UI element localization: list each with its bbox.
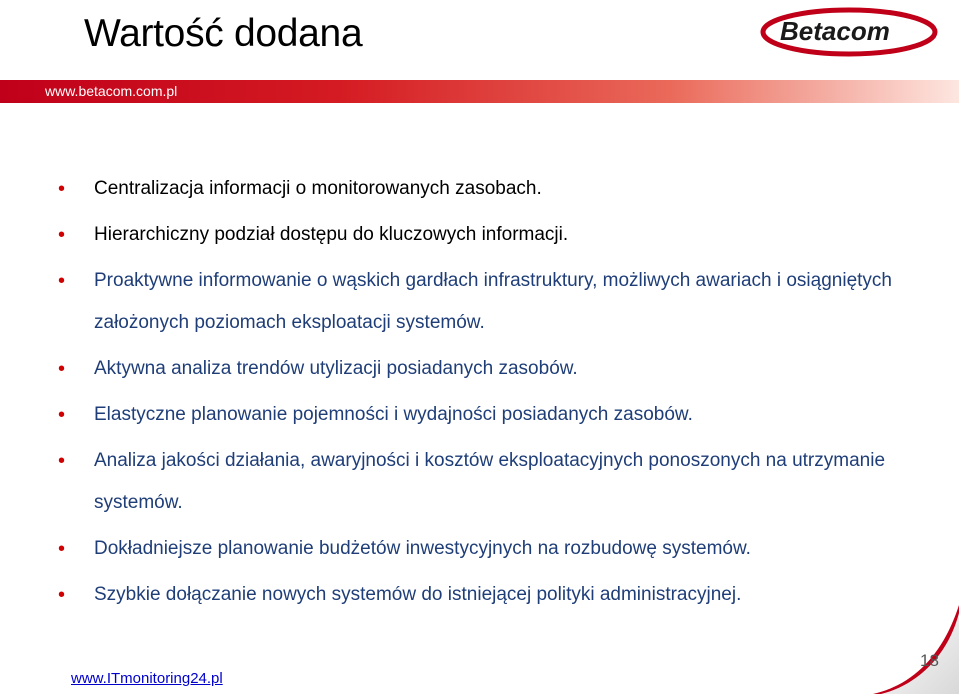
bullet-item: • Szybkie dołączanie nowych systemów do istniejącej polityki administracyjnej. [58, 574, 938, 616]
bullet-dot-icon: • [58, 270, 66, 292]
slide-title: Wartość dodana [84, 12, 363, 55]
bullet-item: • Elastyczne planowanie pojemności i wydajności posiadanych zasobów. [58, 394, 938, 436]
bullet-dot-icon: • [58, 450, 66, 472]
bullet-list [58, 168, 938, 620]
svg-text:Betacom: Betacom [780, 16, 890, 46]
bullet-dot-icon: • [58, 178, 66, 200]
betacom-logo [760, 6, 938, 58]
page-curl-icon [873, 605, 959, 694]
bullet-item: • Proaktywne informowanie o wąskich gardłach infrastruktury, możliwych awariach i osiągniętych założonych poziomach eksploatacji systemów. [58, 260, 938, 344]
bullet-dot-icon: • [58, 584, 66, 606]
bullet-dot-icon: • [58, 538, 66, 560]
header-bar [0, 80, 959, 103]
bullet-item: • Dokładniejsze planowanie budżetów inwestycyjnych na rozbudowę systemów. [58, 528, 938, 570]
bullet-dot-icon: • [58, 358, 66, 380]
bullet-item: • Hierarchiczny podział dostępu do kluczowych informacji. [58, 214, 938, 256]
bullet-dot-icon: • [58, 224, 66, 246]
footer-link[interactable]: www.ITmonitoring24.pl [71, 670, 223, 687]
bullet-item: • Centralizacja informacji o monitorowanych zasobach. [58, 168, 938, 210]
bullet-item: • Aktywna analiza trendów utylizacji posiadanych zasobów. [58, 348, 938, 390]
bullet-item: • Analiza jakości działania, awaryjności i kosztów eksploatacyjnych ponoszonych na utrzymanie systemów. [58, 440, 938, 524]
page-number: 18 [920, 651, 939, 670]
bullet-dot-icon: • [58, 404, 66, 426]
header-url: www.betacom.com.pl [45, 83, 178, 99]
